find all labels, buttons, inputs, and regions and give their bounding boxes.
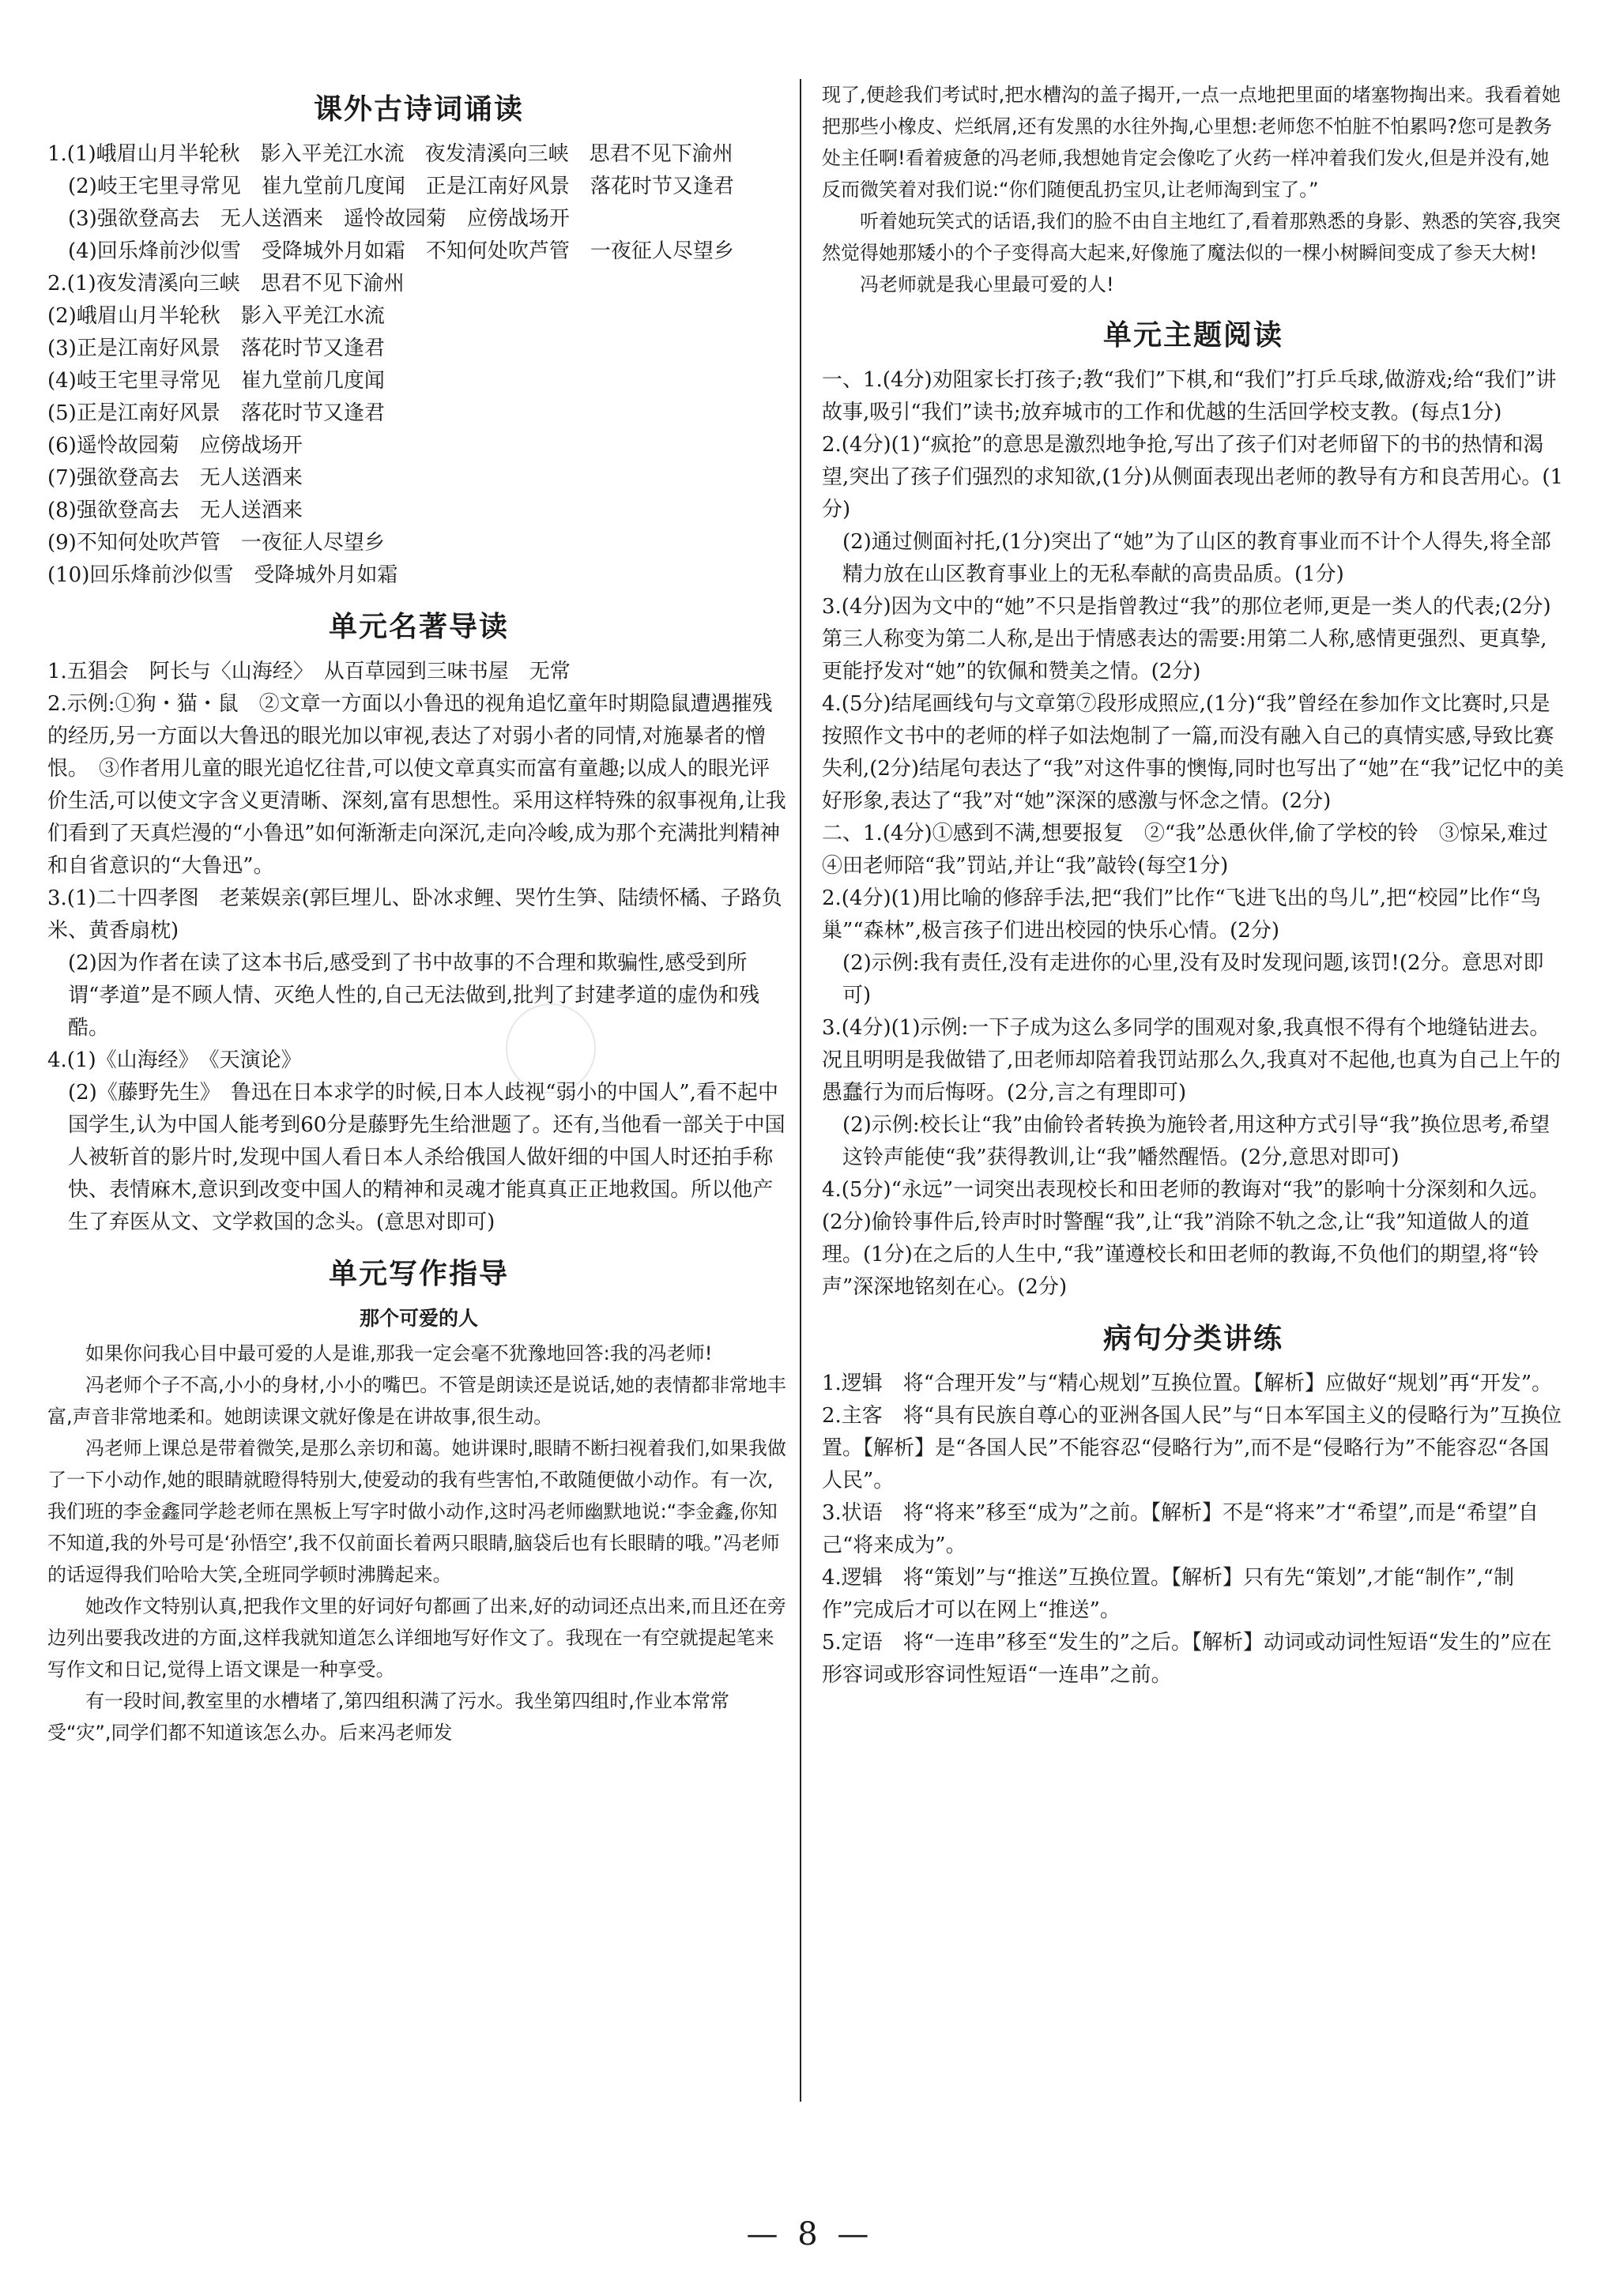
essay-continued	[822, 79, 1565, 300]
answer-line: 5.定语 将“一连串”移至“发生的”之后。【解析】动词或动词性短语“发生的”应在形容词或形容词性短语“一连串”之前。	[822, 1631, 1552, 1687]
essay-paragraph: 冯老师就是我心里最可爱的人!	[860, 273, 1114, 295]
essay-paragraph: 听着她玩笑式的话语,我们的脸不由自主地红了,看着那熟悉的身影、熟悉的笑容,我突然觉得她那矮小的个子变得高大起来,好像施了魔法似的一棵小树瞬间变成了参天大树!	[822, 210, 1561, 264]
answer-line: 一、1.(4分)劝阻家长打孩子;教“我们”下棋,和“我们”打乒乓球,做游戏;给“我们”讲故事,吸引“我们”读书;放弃城市的工作和优越的生活回学校支教。(每点1分)	[822, 368, 1557, 424]
answer-line: (9)不知何处吹芦管 一夜征人尽望乡	[47, 531, 385, 555]
answer-line: (5)正是江南好风景 落花时节又逢君	[47, 401, 385, 425]
essay-paragraph: 她改作文特别认真,把我作文里的好词好句都画了出来,好的动词还点出来,而且还在旁边列出要我改进的方面,这样我就知道怎么详细地写好作文了。我现在一有空就提起笔来写作文和日记,觉得上语文课是一种享受。	[47, 1595, 786, 1681]
essay-paragraph: 冯老师上课总是带着微笑,是那么亲切和蔼。她讲课时,眼睛不断扫视着我们,如果我做了一下小动作,她的眼睛就瞪得特别大,使爱动的我有些害怕,不敢随便做小动作。有一次,我们班的李金鑫同学趁老师在黑板上写字时做小动作,这时冯老师幽默地说:“李金鑫,你知不知道,我的外号可是‘孙悟空’,我不仅前面长着两只眼睛,脑袋后也有长眼睛的哦。”冯老师的话逗得我们哈哈大笑,全班同学顿时沸腾起来。	[47, 1437, 786, 1586]
column-divider	[800, 79, 801, 2102]
page-number: — 8 —	[746, 2216, 874, 2253]
answer-line: 4.(5分)“永远”一词突出表现校长和田老师的教诲对“我”的影响十分深刻和久远。(2分)偷铃事件后,铃声时时警醒“我”,让“我”消除不轨之念,让“我”知道做人的道理。(1分)在之后的人生中,“我”谨遵校长和田老师的教诲,不负他们的期望,将“铃声”深深地铭刻在心。(2分)	[822, 1178, 1550, 1299]
answer-line: (4)岐王宅里寻常见 崔九堂前几度闻	[47, 369, 385, 393]
answer-line: (2)岐王宅里寻常见 崔九堂前几度闻 正是江南好风景 落花时节又逢君	[68, 175, 734, 198]
answer-line: (3)强欲登高去 无人送酒来 遥怜故园菊 应傍战场开	[68, 207, 570, 231]
answer-line: 1.逻辑 将“合理开发”与“精心规划”互换位置。【解析】应做好“规划”再“开发”。	[822, 1372, 1553, 1395]
answer-line: (2)通过侧面衬托,(1分)突出了“她”为了山区的教育事业而不计个人得失,将全部精力放在山区教育事业上的无私奉献的高贵品质。(1分)	[842, 530, 1551, 586]
answer-line: 2.(1)夜发清溪向三峡 思君不见下渝州	[47, 272, 405, 295]
answer-line: (4)回乐烽前沙似雪 受降城外月如霜 不知何处吹芦管 一夜征人尽望乡	[68, 239, 734, 263]
answer-line: (2)《藤野先生》 鲁迅在日本求学的时候,日本人歧视“弱小的中国人”,看不起中国学生,认为中国人能考到60分是藤野先生给泄题了。还有,当他看一部关于中国人被斩首的影片时,发现中国人看日本人杀给俄国人做奸细的中国人时还拍手称快、表情麻木,意识到改变中国人的精神和灵魂才能真真正正地救国。所以他产生了弃医从文、文学救国的念头。(意思对即可)	[68, 1081, 786, 1234]
answer-line: (2)峨眉山月半轮秋 影入平羌江水流	[47, 304, 385, 328]
answer-line: 3.(1)二十四孝图 老莱娱亲(郭巨埋儿、卧冰求鲤、哭竹生笋、陆绩怀橘、子路负米、黄香扇枕)	[47, 886, 782, 943]
writing-section	[47, 1252, 790, 1748]
reading-section	[822, 313, 1569, 1304]
answer-line: 二、1.(4分)①感到不满,想要报复 ②“我”怂恿伙伴,偷了学校的铃 ③惊呆,难过 ④田老师陪“我”罚站,并让“我”敲铃(每空1分)	[822, 822, 1569, 878]
poetry-section	[47, 87, 790, 592]
answer-line: 2.(4分)(1)用比喻的修辞手法,把“我们”比作“飞进飞出的鸟儿”,把“校园”比作“鸟巢”“森林”,极言孩子们进出校园的快乐心情。(2分)	[822, 886, 1542, 943]
answer-line: 4.逻辑 将“策划”与“推送”互换位置。【解析】只有先“策划”,才能“制作”,“制作”完成后才可以在网上“推送”。	[822, 1566, 1514, 1622]
essay-title: 那个可爱的人	[359, 1307, 478, 1330]
answer-line: (2)因为作者在读了这本书后,感受到了书中故事的不合理和欺骗性,感受到所谓“孝道”是不顾人情、灭绝人性的,自己无法做到,批判了封建孝道的虚伪和残酷。	[68, 951, 760, 1040]
answer-line: 2.示例:①狗・猫・鼠 ②文章一方面以小鲁迅的视角追忆童年时期隐鼠遭遇摧残的经历,另一方面以大鲁迅的眼光加以审视,表达了对弱小者的同情,对施暴者的憎恨。 ③作者用儿童的眼光追忆往昔,可以使文章真实而富有童趣;以成人的眼光评价生活,可以使文字含义更清晰、深刻,富有思想性。采用这样特殊的叙事视角,让我们看到了天真烂漫的“小鲁迅”如何渐渐走向深沉,走向冷峻,成为那个充满批判精神和自省意识的“大鲁迅”。	[47, 692, 786, 878]
answer-line: 2.(4分)(1)“疯抢”的意思是激烈地争抢,写出了孩子们对老师留下的书的热情和渴望,突出了孩子们强烈的求知欲,(1分)从侧面表现出老师的教导有方和良苦用心。(1分)	[822, 433, 1564, 521]
essay-paragraph: 冯老师个子不高,小小的身材,小小的嘴巴。不管是朗读还是说话,她的表情都非常地丰富,声音非常地柔和。她朗读课文就好像是在讲故事,很生动。	[47, 1374, 786, 1428]
answer-line: 1.五猖会 阿长与〈山海经〉 从百草园到三味书屋 无常	[47, 660, 571, 683]
answer-line: 1.(1)峨眉山月半轮秋 影入平羌江水流 夜发清溪向三峡 思君不见下渝州	[47, 142, 733, 166]
answer-line: (8)强欲登高去 无人送酒来	[47, 499, 303, 522]
answer-line: (3)正是江南好风景 落花时节又逢君	[47, 337, 385, 360]
right-column	[822, 79, 1569, 1704]
answer-line: 3.状语 将“将来”移至“成为”之前。【解析】不是“将来”才“希望”,而是“希望”自己“将来成为”。	[822, 1501, 1539, 1557]
answer-line: (7)强欲登高去 无人送酒来	[47, 466, 303, 490]
answer-line: 4.(5分)结尾画线句与文章第⑦段形成照应,(1分)“我”曾经在参加作文比赛时,只是按照作文书中的老师的样子如法炮制了一篇,而没有融入自己的真情实感,导致比赛失利,(2分)结尾句表达了“我”对这件事的懊悔,同时也写出了“她”在“我”记忆中的美好形象,表达了“我”对“她”深深的感激与怀念之情。(2分)	[822, 692, 1565, 813]
classics-section	[47, 604, 790, 1239]
sentences-section	[822, 1316, 1565, 1692]
left-column	[47, 87, 790, 1761]
essay-paragraph: 现了,便趁我们考试时,把水槽沟的盖子揭开,一点一点地把里面的堵塞物掏出来。我看着她把那些小橡皮、烂纸屑,还有发黑的水往外掏,心里想:老师您不怕脏不怕累吗?您可是教务处主任啊!看着疲惫的冯老师,我想她肯定会像吃了火药一样冲着我们发火,但是并没有,她反而微笑着对我们说:“你们随便乱扔宝贝,让老师淘到宝了。”	[822, 84, 1561, 201]
answer-line: (10)回乐烽前沙似雪 受降城外月如霜	[47, 563, 398, 587]
answer-line: 2.主客 将“具有民族自尊心的亚洲各国人民”与“日本军国主义的侵略行为”互换位置。【解析】是“各国人民”不能容忍“侵略行为”,而不是“侵略行为”不能容忍“各国人民”。	[822, 1404, 1562, 1492]
answer-line: 3.(4分)因为文中的“她”不只是指曾教过“我”的那位老师,更是一类人的代表;(2分)第三人称变为第二人称,是出于情感表达的需要:用第二人称,感情更强烈、更真挚,更能抒发对“她”的钦佩和赞美之情。(2分)	[822, 595, 1551, 683]
answer-line: 4.(1)《山海经》 《天演论》	[47, 1048, 302, 1072]
section-title-poetry: 课外古诗词诵读	[313, 93, 524, 126]
answer-line: (2)示例:我有责任,没有走进你的心里,没有及时发现问题,该罚!(2分。意思对即可)	[842, 951, 1544, 1007]
answer-line: (6)遥怜故园菊 应傍战场开	[47, 434, 303, 457]
section-title-sentences: 病句分类讲练	[1102, 1323, 1283, 1355]
section-title-reading: 单元主题阅读	[1102, 319, 1283, 352]
answer-line: (2)示例:校长让“我”由偷铃者转换为施铃者,用这种方式引导“我”换位思考,希望这铃声能使“我”获得教训,让“我”幡然醒悟。(2分,意思对即可)	[842, 1113, 1550, 1169]
section-title-writing: 单元写作指导	[328, 1258, 509, 1290]
section-title-classics: 单元名著导读	[328, 611, 509, 643]
answer-line: 3.(4分)(1)示例:一下子成为这么多同学的围观对象,我真恨不得有个地缝钻进去。况且明明是我做错了,田老师却陪着我罚站那么久,我真对不起他,也真为自己上午的愚蠢行为而后悔呀。(2分,言之有理即可)	[822, 1016, 1561, 1105]
essay-paragraph: 如果你问我心目中最可爱的人是谁,那我一定会毫不犹豫地回答:我的冯老师!	[85, 1342, 713, 1364]
essay-paragraph: 有一段时间,教室里的水槽堵了,第四组积满了污水。我坐第四组时,作业本常常受“灾”,同学们都不知道该怎么办。后来冯老师发	[47, 1690, 729, 1744]
